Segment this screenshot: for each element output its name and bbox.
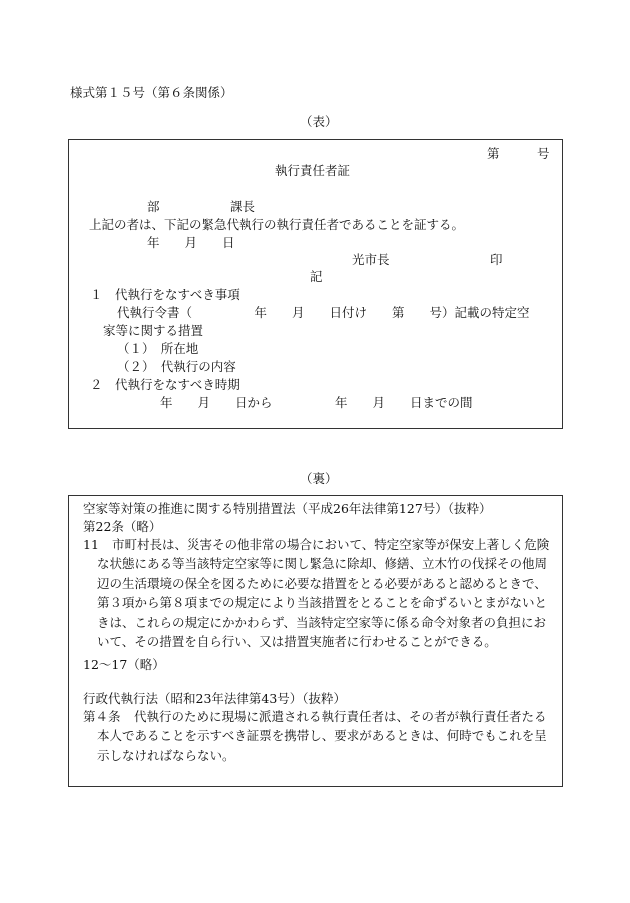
item1-sub-location: （１） 所在地 — [117, 341, 199, 356]
certification-statement: 上記の者は、下記の緊急代執行の執行責任者であることを証する。 — [89, 217, 465, 232]
item1-heading: １ 代執行をなすべき事項 — [90, 287, 240, 302]
law1-para11-text: 市町村長は、災害その他非常の場合において、特定空家等が保安上著しく危険な状態にある等当該特定空家等に関し緊急に除却、修繕、立木竹の伐採その他周辺の生活環境の保全を図るために必要な措置をとる必要があると認めるときで、第３項から第８項までの規定により当該措置をとることを命ずるいとまがないときは、これらの規定にかかわらず、当該特定空家等に係る命令対象者の負担において、その措置を自ら行い、又は措置実施者に行わせることができる。 — [97, 537, 550, 650]
law1-rest: 12～17（略） — [83, 657, 165, 672]
law2-article-text: 代執行のために現場に派遣される執行責任者は、その者が執行責任者たる本人であることを示すべき証票を携帯し、要求があるときは、何時でもこれを呈示しなければならない。 — [97, 709, 547, 763]
item2-period: 年 月 日から 年 月 日までの間 — [160, 395, 473, 410]
law2-title: 行政代執行法（昭和23年法律第43号）（抜粋） — [83, 691, 347, 706]
seal-mark: 印 — [490, 252, 503, 267]
item1-sub-content: （２） 代執行の内容 — [117, 359, 236, 374]
front-card — [68, 139, 563, 429]
item2-heading: ２ 代執行をなすべき時期 — [90, 377, 240, 392]
law1-para11-number: 11 — [83, 537, 99, 552]
item1-text-line1: 代執行令書（ 年 月 日付け 第 号）記載の特定空 — [117, 305, 530, 320]
law1-article22: 第22条（略） — [83, 519, 162, 534]
back-side-label: （裏） — [300, 471, 338, 486]
section-chief-label: 課長 — [230, 199, 256, 214]
issue-date: 年 月 日 — [147, 235, 235, 250]
law2-article-number: 第４条 — [83, 709, 121, 724]
certificate-title: 執行責任者証 — [275, 163, 351, 178]
item1-text-line2: 家等に関する措置 — [103, 323, 204, 338]
issuer-name: 光市長 — [352, 252, 390, 267]
front-side-label: （表） — [300, 114, 338, 129]
department-label: 部 — [147, 199, 160, 214]
back-card — [68, 495, 563, 787]
law1-title: 空家等対策の推進に関する特別措置法（平成26年法律第127号）（抜粋） — [83, 501, 492, 516]
form-label: 様式第１５号（第６条関係） — [70, 85, 233, 100]
ki-heading: 記 — [310, 269, 323, 284]
certificate-number: 第 号 — [487, 146, 550, 161]
